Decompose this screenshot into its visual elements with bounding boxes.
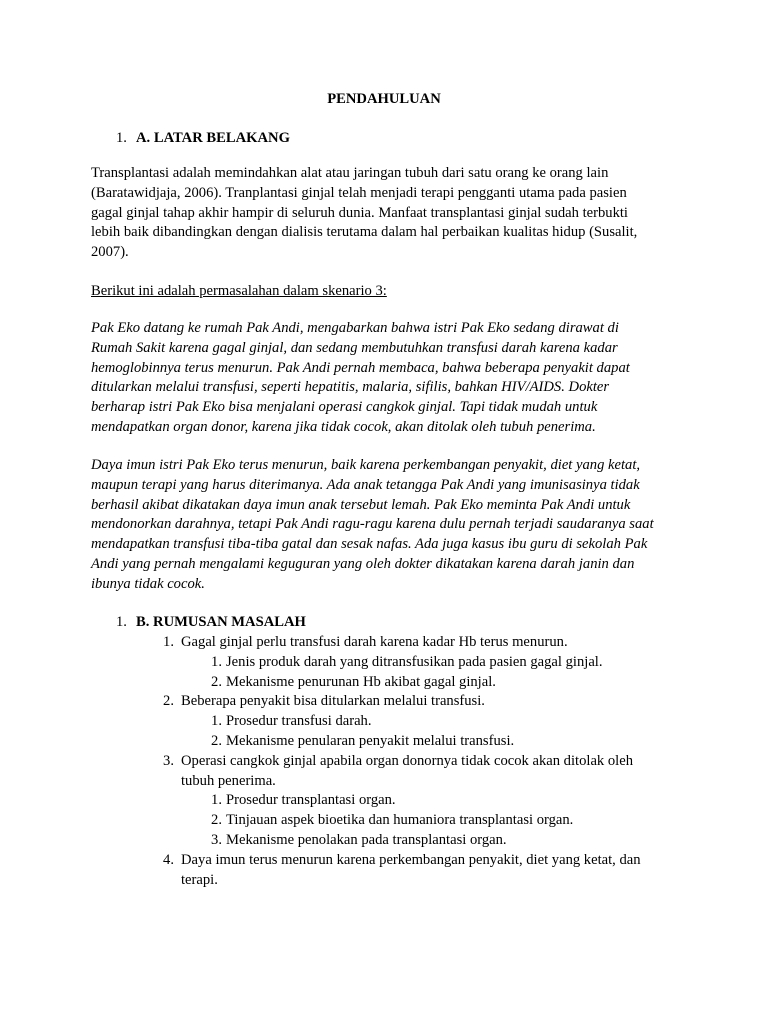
list-number: 1.: [211, 792, 222, 809]
text-line: Transplantasi adalah memindahkan alat atau jaringan tubuh dari satu orang ke orang lain: [91, 165, 609, 181]
text-line: mendapatkan organ donor, karena jika tidak cocok, akan ditolak oleh tubuh penerima.: [91, 418, 596, 435]
text-line: Berikut ini adalah permasalahan dalam skenario 3:: [91, 283, 387, 299]
list-item-continuation: [91, 772, 711, 792]
list-subitem: [91, 712, 711, 732]
section-label: B. RUMUSAN MASALAH: [136, 614, 306, 630]
list-number: 1.: [163, 634, 174, 650]
list-item: [91, 692, 711, 712]
list-text: Operasi cangkok ginjal apabila organ donornya tidak cocok akan ditolak oleh: [181, 752, 633, 769]
text-line: Rumah Sakit karena gagal ginjal, dan sedang membutuhkan transfusi darah karena kadar: [91, 339, 618, 356]
paragraph-skenario-2: [91, 456, 691, 595]
list-subitem: [91, 732, 711, 752]
text-line: (Baratawidjaja, 2006). Tranplantasi ginjal telah menjadi terapi pengganti utama pada pasien: [91, 184, 627, 201]
section-number: 1.: [116, 614, 127, 630]
list-subitem: [91, 653, 711, 673]
text-line: 2007).: [91, 244, 129, 261]
scenario-heading: [91, 282, 691, 302]
list-number: 3.: [163, 752, 174, 769]
list-text: Mekanisme penularan penyakit melalui transfusi.: [226, 732, 515, 749]
list-number: 4.: [163, 851, 174, 868]
paragraph-skenario-1: [91, 319, 691, 438]
text-line: Daya imun istri Pak Eko terus menurun, baik karena perkembangan penyakit, diet yang ketat,: [91, 457, 641, 473]
text-line: mendonorkan darahnya, tetapi Pak Andi ragu-ragu karena dulu pernah terjadi saudaranya saat: [91, 516, 654, 533]
list-text: Beberapa penyakit bisa ditularkan melalui transfusi.: [181, 693, 485, 710]
list-text: Gagal ginjal perlu transfusi darah karena kadar Hb terus menurun.: [181, 634, 568, 650]
page-title: PENDAHULUAN: [327, 91, 441, 107]
list-number: 2.: [211, 673, 222, 690]
list-number: 1.: [211, 713, 222, 730]
list-text: terapi.: [181, 871, 218, 888]
paragraph-latar-belakang: [91, 164, 691, 263]
section-heading-rumusan-masalah: [116, 613, 306, 633]
list-item: [91, 851, 711, 871]
list-subitem: [91, 673, 711, 693]
list-text: Mekanisme penolakan pada transplantasi organ.: [226, 831, 507, 848]
list-text: tubuh penerima.: [181, 772, 276, 789]
list-text: Prosedur transplantasi organ.: [226, 792, 396, 809]
list-text: Daya imun terus menurun karena perkembangan penyakit, diet yang ketat, dan: [181, 851, 641, 868]
list-text: Mekanisme penurunan Hb akibat gagal ginjal.: [226, 673, 496, 690]
text-line: maupun terapi yang harus diterimanya. Ada anak tetangga Pak Andi yang imunisasinya tidak: [91, 476, 640, 493]
list-subitem: [91, 811, 711, 831]
list-item: [91, 633, 711, 653]
text-line: berhasil akibat dikatakan daya imun anak tersebut lemah. Pak Eko meminta Pak Andi untuk: [91, 496, 631, 513]
list-text: Jenis produk darah yang ditransfusikan pada pasien gagal ginjal.: [226, 653, 603, 670]
list-text: Tinjauan aspek bioetika dan humaniora transplantasi organ.: [226, 812, 574, 829]
rumusan-list: [91, 633, 711, 890]
list-item: [91, 752, 711, 772]
section-number: 1.: [116, 130, 127, 146]
text-line: Pak Eko datang ke rumah Pak Andi, mengabarkan bahwa istri Pak Eko sedang dirawat di: [91, 320, 619, 336]
text-line: ibunya tidak cocok.: [91, 575, 205, 592]
list-item-continuation: [91, 871, 711, 891]
text-line: hemoglobinnya terus menurun. Pak Andi pernah membaca, bahwa beberapa penyakit dapat: [91, 359, 630, 376]
section-label: A. LATAR BELAKANG: [136, 130, 290, 146]
list-number: 2.: [211, 732, 222, 749]
text-line: mendapatkan transfusi tiba-tiba gatal dan sesak nafas. Ada juga kasus ibu guru di sekolah Pak: [91, 536, 648, 553]
text-line: lebih baik dibandingkan dengan dialisis terutama dalam hal perbaikan kualitas hidup (Susalit,: [91, 224, 638, 241]
list-number: 2.: [211, 812, 222, 829]
list-subitem: [91, 791, 711, 811]
list-text: Prosedur transfusi darah.: [226, 713, 372, 730]
text-line: gagal ginjal tahap akhir hampir di seluruh dunia. Manfaat transplantasi ginjal sudah terbukti: [91, 204, 628, 221]
list-subitem: [91, 831, 711, 851]
text-line: ditularkan melalui transfusi, seperti hepatitis, malaria, sifilis, bahkan HIV/AIDS. Dokter: [91, 379, 610, 396]
text-line: berharap istri Pak Eko bisa menjalani operasi cangkok ginjal. Tapi tidak mudah untuk: [91, 399, 598, 416]
section-heading-latar-belakang: [116, 129, 290, 149]
list-number: 3.: [211, 831, 222, 848]
list-number: 1.: [211, 653, 222, 670]
list-number: 2.: [163, 693, 174, 710]
text-line: Andi yang pernah mengalami keguguran yang oleh dokter dikatakan karena darah janin dan: [91, 555, 635, 572]
